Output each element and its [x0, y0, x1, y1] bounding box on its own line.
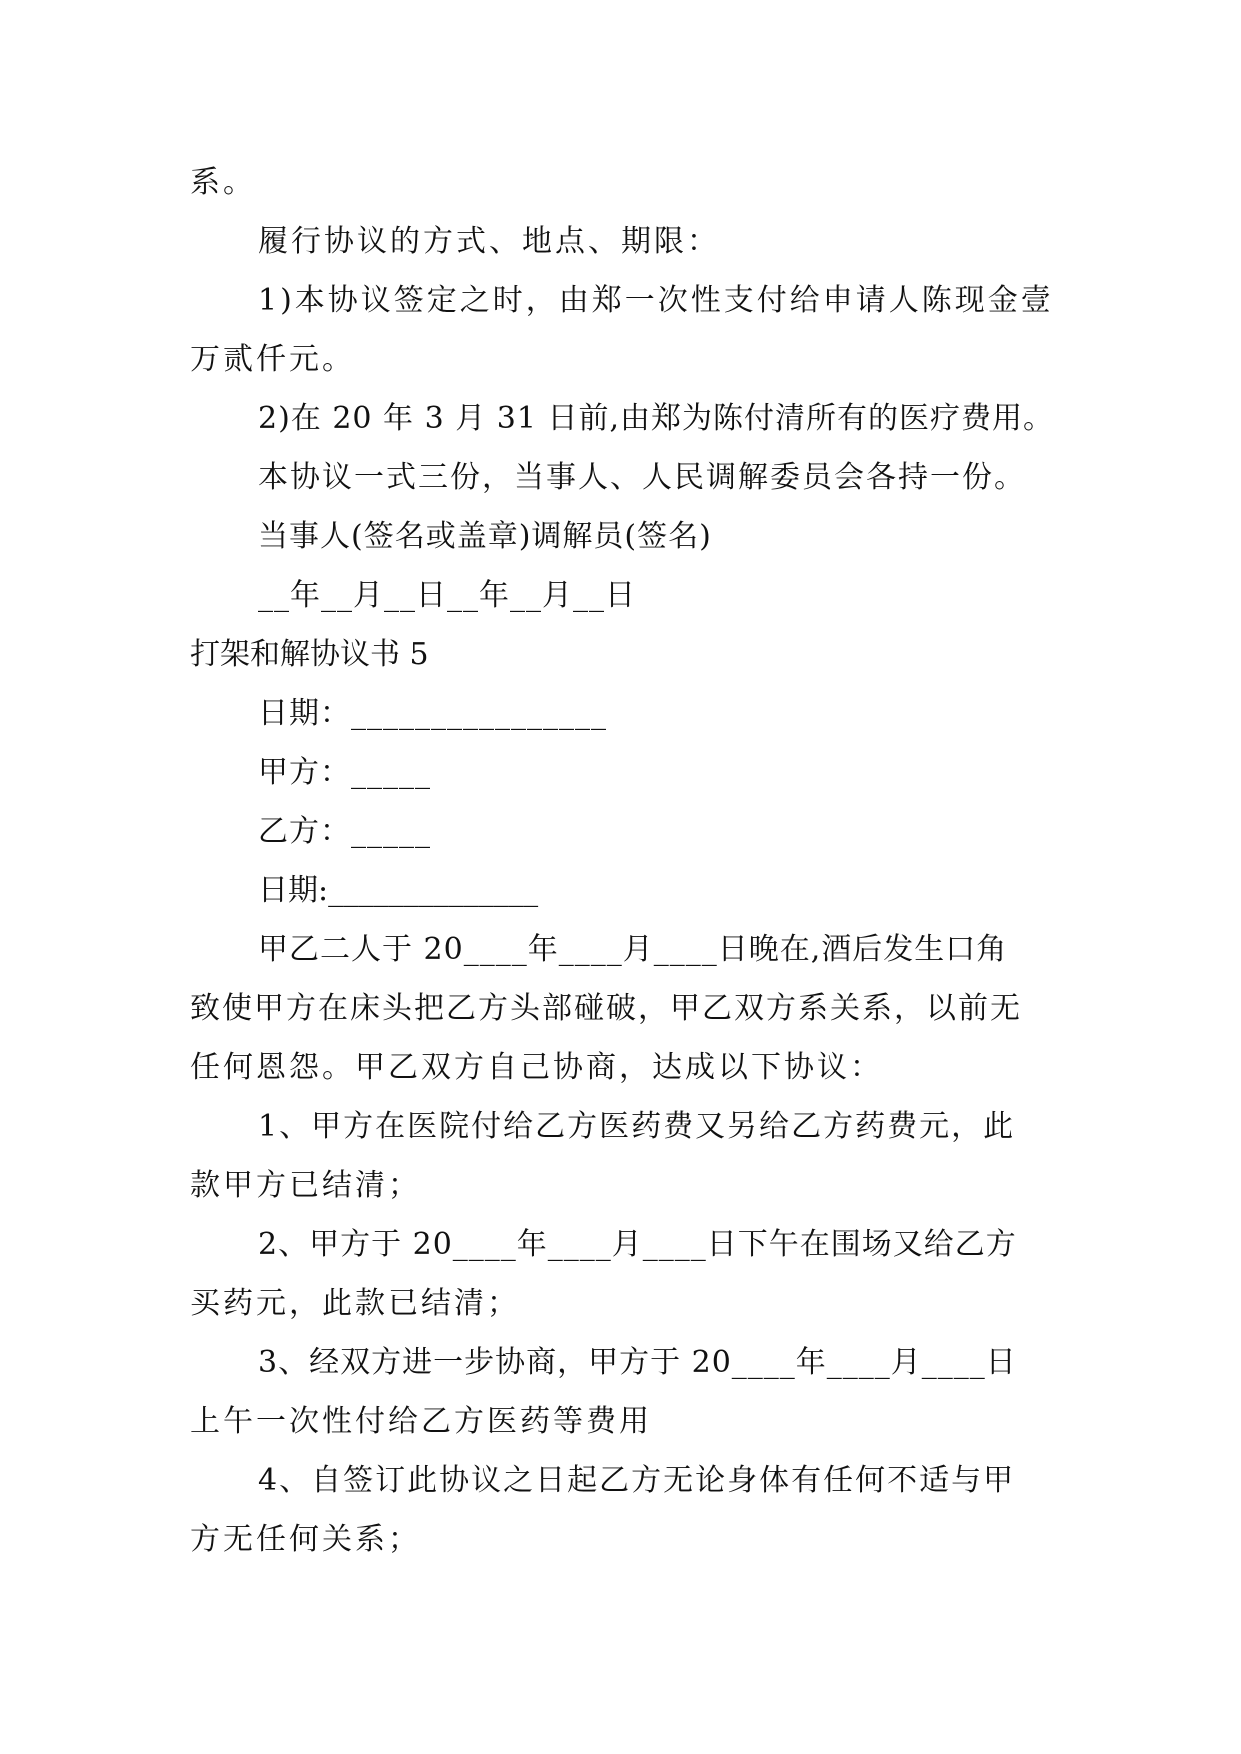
- clause-1-line-1: 1)本协议签定之时，由郑一次性支付给申请人陈现金壹: [258, 283, 1054, 318]
- party-a-field: 甲方：_____: [258, 755, 431, 790]
- signature-dates: __年__月__日__年__月__日: [258, 578, 636, 613]
- signature-labels: 当事人(签名或盖章)调解员(签名): [258, 519, 712, 554]
- document-title: 打架和解协议书 5: [190, 637, 429, 672]
- item-4-line-1: 4、自签订此协议之日起乙方无论身体有任何不适与甲: [258, 1463, 1016, 1498]
- incident-line-1: 甲乙二人于 20____年____月____日晚在,酒后发生口角: [258, 932, 1008, 967]
- section-label-performance: 履行协议的方式、地点、期限：: [258, 224, 720, 259]
- copies-statement: 本协议一式三份，当事人、人民调解委员会各持一份。: [258, 460, 1026, 495]
- item-2-line-1: 2、甲方于 20____年____月____日下午在围场又给乙方: [258, 1227, 1017, 1262]
- paragraph-continuation: 系。: [190, 165, 256, 200]
- clause-2: 2)在 20 年 3 月 31 日前,由郑为陈付清所有的医疗费用。: [258, 401, 1054, 436]
- party-b-field: 乙方：_____: [258, 814, 431, 849]
- item-2-line-2: 买药元，此款已结清；: [190, 1286, 520, 1321]
- incident-line-3: 任何恩怨。甲乙双方自己协商，达成以下协议：: [190, 1050, 883, 1085]
- item-1-line-1: 1、甲方在医院付给乙方医药费又另给乙方药费元，此: [258, 1109, 1016, 1144]
- date-field-2: 日期:______________: [258, 873, 539, 908]
- item-3-line-2: 上午一次性付给乙方医药等费用: [190, 1404, 652, 1439]
- item-3-line-1: 3、经双方进一步协商，甲方于 20____年____月____日: [258, 1345, 1017, 1380]
- item-1-line-2: 款甲方已结清；: [190, 1168, 421, 1203]
- item-4-line-2: 方无任何关系；: [190, 1522, 421, 1557]
- clause-1-line-2: 万贰仟元。: [190, 342, 355, 377]
- incident-line-2: 致使甲方在床头把乙方头部碰破，甲乙双方系关系，以前无: [190, 991, 1022, 1026]
- date-field-1: 日期：________________: [258, 696, 607, 731]
